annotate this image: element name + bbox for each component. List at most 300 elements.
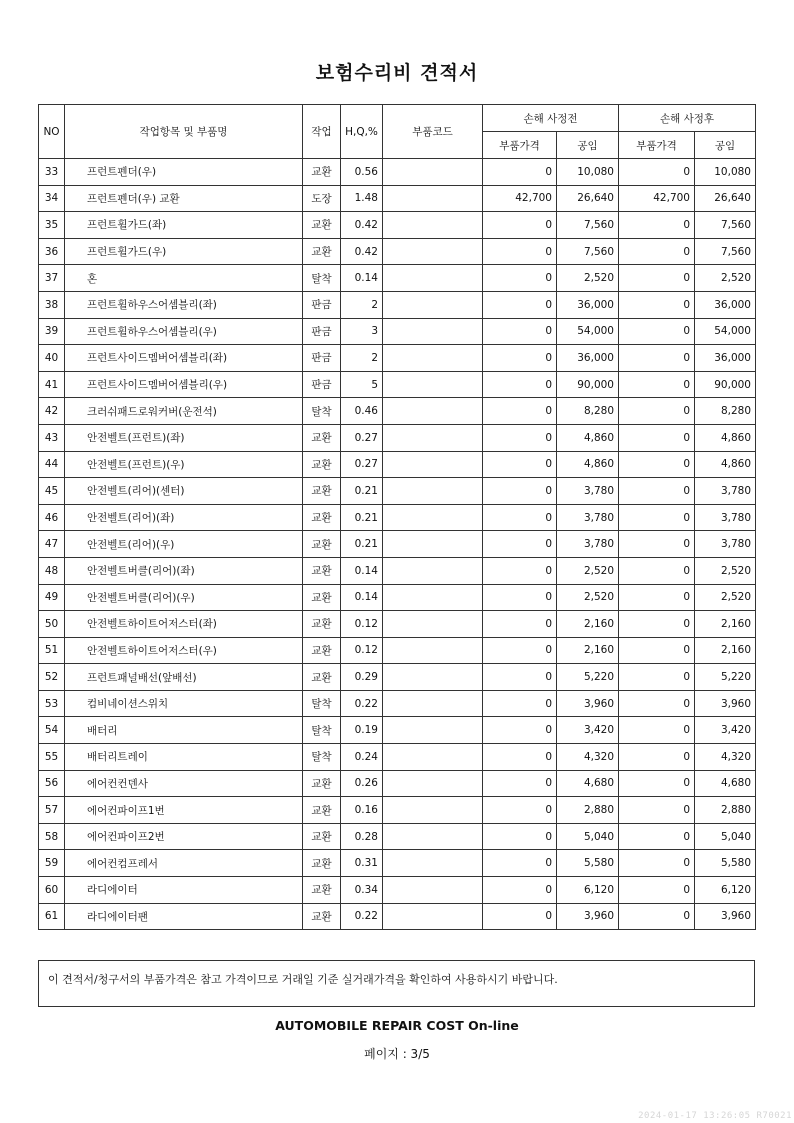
row-after-part-price: 0	[619, 637, 695, 664]
row-no: 41	[39, 371, 65, 398]
header-before-adjustment: 손해 사정전	[483, 105, 619, 132]
table-row	[39, 185, 756, 212]
row-after-labor: 2,520	[695, 584, 756, 611]
row-before-labor: 2,160	[557, 611, 619, 638]
row-before-labor: 5,040	[557, 823, 619, 850]
row-no: 44	[39, 451, 65, 478]
row-hq: 3	[341, 318, 383, 345]
row-part-code	[383, 424, 483, 451]
table-row	[39, 690, 756, 717]
row-hq: 0.56	[341, 159, 383, 186]
row-before-labor: 5,220	[557, 664, 619, 691]
table-row	[39, 504, 756, 531]
row-hq: 0.21	[341, 531, 383, 558]
row-work-type: 교환	[303, 531, 341, 558]
row-item-name: 안전벨트(리어)(센터)	[65, 478, 303, 505]
row-hq: 0.42	[341, 238, 383, 265]
row-before-labor: 26,640	[557, 185, 619, 212]
row-after-part-price: 0	[619, 159, 695, 186]
row-part-code	[383, 770, 483, 797]
row-hq: 0.26	[341, 770, 383, 797]
row-after-labor: 5,040	[695, 823, 756, 850]
row-before-part-price: 0	[483, 159, 557, 186]
row-after-labor: 8,280	[695, 398, 756, 425]
row-work-type: 판금	[303, 291, 341, 318]
row-after-labor: 3,780	[695, 504, 756, 531]
row-item-name: 프런트사이드멤버어셈블리(우)	[65, 371, 303, 398]
notice-text: 이 견적서/청구서의 부품가격은 참고 가격이므로 거래일 기준 실거래가격을 확인하여 사용하시기 바랍니다.	[48, 973, 558, 986]
table-row	[39, 797, 756, 824]
row-before-labor: 2,520	[557, 584, 619, 611]
row-before-labor: 36,000	[557, 291, 619, 318]
row-before-part-price: 0	[483, 823, 557, 850]
row-item-name: 배터리트레이	[65, 744, 303, 771]
row-before-part-price: 42,700	[483, 185, 557, 212]
row-before-part-price: 0	[483, 478, 557, 505]
row-before-part-price: 0	[483, 212, 557, 239]
row-part-code	[383, 504, 483, 531]
row-no: 50	[39, 611, 65, 638]
row-before-labor: 6,120	[557, 877, 619, 904]
row-item-name: 배터리	[65, 717, 303, 744]
row-item-name: 프런트휠가드(우)	[65, 238, 303, 265]
row-part-code	[383, 557, 483, 584]
row-after-part-price: 0	[619, 690, 695, 717]
row-part-code	[383, 451, 483, 478]
row-no: 51	[39, 637, 65, 664]
row-before-labor: 3,780	[557, 504, 619, 531]
row-after-part-price: 0	[619, 478, 695, 505]
table-row	[39, 398, 756, 425]
row-after-part-price: 0	[619, 345, 695, 372]
row-before-labor: 5,580	[557, 850, 619, 877]
row-work-type: 교환	[303, 212, 341, 239]
row-work-type: 교환	[303, 478, 341, 505]
row-before-part-price: 0	[483, 451, 557, 478]
row-hq: 0.27	[341, 424, 383, 451]
row-no: 48	[39, 557, 65, 584]
table-row	[39, 318, 756, 345]
table-row	[39, 531, 756, 558]
row-before-labor: 8,280	[557, 398, 619, 425]
header-part-code: 부품코드	[383, 105, 483, 159]
row-before-part-price: 0	[483, 238, 557, 265]
row-hq: 0.14	[341, 584, 383, 611]
row-hq: 0.19	[341, 717, 383, 744]
row-part-code	[383, 318, 483, 345]
row-hq: 0.22	[341, 690, 383, 717]
row-work-type: 교환	[303, 770, 341, 797]
row-after-labor: 4,680	[695, 770, 756, 797]
row-part-code	[383, 823, 483, 850]
row-after-labor: 2,160	[695, 611, 756, 638]
row-after-part-price: 0	[619, 265, 695, 292]
table-row	[39, 664, 756, 691]
row-after-part-price: 0	[619, 611, 695, 638]
row-hq: 0.14	[341, 557, 383, 584]
row-after-labor: 4,860	[695, 451, 756, 478]
row-item-name: 안전벨트(리어)(좌)	[65, 504, 303, 531]
row-before-labor: 3,780	[557, 531, 619, 558]
row-before-labor: 3,960	[557, 690, 619, 717]
row-work-type: 판금	[303, 318, 341, 345]
row-work-type: 탈착	[303, 398, 341, 425]
table-row	[39, 345, 756, 372]
header-after-part-price: 부품가격	[619, 132, 695, 159]
header-work: 작업	[303, 105, 341, 159]
row-part-code	[383, 265, 483, 292]
row-before-labor: 4,860	[557, 424, 619, 451]
row-no: 40	[39, 345, 65, 372]
table-row	[39, 451, 756, 478]
row-no: 59	[39, 850, 65, 877]
row-after-labor: 36,000	[695, 291, 756, 318]
row-before-part-price: 0	[483, 531, 557, 558]
row-after-part-price: 0	[619, 903, 695, 930]
row-work-type: 교환	[303, 557, 341, 584]
row-no: 56	[39, 770, 65, 797]
row-item-name: 에어컨파이프2번	[65, 823, 303, 850]
row-before-labor: 3,780	[557, 478, 619, 505]
table-body	[39, 159, 756, 930]
header-after-adjustment: 손해 사정후	[619, 105, 756, 132]
row-after-labor: 6,120	[695, 877, 756, 904]
row-item-name: 혼	[65, 265, 303, 292]
row-no: 39	[39, 318, 65, 345]
row-after-part-price: 0	[619, 744, 695, 771]
row-before-labor: 3,420	[557, 717, 619, 744]
row-item-name: 프런트사이드멤버어셈블리(좌)	[65, 345, 303, 372]
row-after-labor: 4,320	[695, 744, 756, 771]
row-after-part-price: 0	[619, 770, 695, 797]
row-after-labor: 3,960	[695, 903, 756, 930]
row-after-labor: 3,420	[695, 717, 756, 744]
row-before-labor: 4,860	[557, 451, 619, 478]
row-part-code	[383, 212, 483, 239]
row-after-labor: 3,780	[695, 478, 756, 505]
table-row	[39, 584, 756, 611]
row-work-type: 탈착	[303, 690, 341, 717]
row-part-code	[383, 371, 483, 398]
estimate-table	[38, 104, 756, 930]
row-no: 57	[39, 797, 65, 824]
row-hq: 0.42	[341, 212, 383, 239]
row-part-code	[383, 877, 483, 904]
row-after-labor: 5,580	[695, 850, 756, 877]
row-before-part-price: 0	[483, 797, 557, 824]
row-no: 42	[39, 398, 65, 425]
row-hq: 1.48	[341, 185, 383, 212]
row-item-name: 에어컨컴프레서	[65, 850, 303, 877]
table-row	[39, 850, 756, 877]
row-item-name: 프런트휠가드(좌)	[65, 212, 303, 239]
row-after-labor: 10,080	[695, 159, 756, 186]
row-before-labor: 4,320	[557, 744, 619, 771]
row-before-labor: 2,160	[557, 637, 619, 664]
row-after-labor: 7,560	[695, 238, 756, 265]
row-after-labor: 3,780	[695, 531, 756, 558]
table-row	[39, 637, 756, 664]
row-item-name: 안전벨트버클(리어)(좌)	[65, 557, 303, 584]
row-part-code	[383, 690, 483, 717]
row-item-name: 라디에이터	[65, 877, 303, 904]
header-hq: H,Q,%	[341, 105, 383, 159]
row-after-part-price: 0	[619, 823, 695, 850]
row-hq: 0.12	[341, 611, 383, 638]
row-item-name: 안전벨트하이트어저스터(우)	[65, 637, 303, 664]
row-part-code	[383, 238, 483, 265]
row-work-type: 탈착	[303, 717, 341, 744]
row-part-code	[383, 185, 483, 212]
row-hq: 0.12	[341, 637, 383, 664]
header-before-labor: 공임	[557, 132, 619, 159]
row-item-name: 프런트패널배선(앞배선)	[65, 664, 303, 691]
header-before-part-price: 부품가격	[483, 132, 557, 159]
row-before-part-price: 0	[483, 265, 557, 292]
row-after-part-price: 0	[619, 238, 695, 265]
row-no: 45	[39, 478, 65, 505]
row-hq: 2	[341, 345, 383, 372]
row-work-type: 교환	[303, 637, 341, 664]
row-hq: 0.24	[341, 744, 383, 771]
row-no: 55	[39, 744, 65, 771]
row-part-code	[383, 611, 483, 638]
row-part-code	[383, 478, 483, 505]
table-row	[39, 744, 756, 771]
table-row	[39, 159, 756, 186]
table-row	[39, 371, 756, 398]
row-before-part-price: 0	[483, 690, 557, 717]
row-item-name: 안전벨트(프런트)(우)	[65, 451, 303, 478]
row-before-labor: 2,520	[557, 265, 619, 292]
row-no: 36	[39, 238, 65, 265]
row-before-labor: 3,960	[557, 903, 619, 930]
row-before-labor: 4,680	[557, 770, 619, 797]
row-item-name: 에어컨파이프1번	[65, 797, 303, 824]
row-before-part-price: 0	[483, 717, 557, 744]
row-item-name: 라디에이터팬	[65, 903, 303, 930]
row-before-part-price: 0	[483, 424, 557, 451]
row-hq: 0.14	[341, 265, 383, 292]
row-hq: 5	[341, 371, 383, 398]
row-part-code	[383, 584, 483, 611]
row-after-part-price: 0	[619, 371, 695, 398]
row-after-labor: 54,000	[695, 318, 756, 345]
row-no: 60	[39, 877, 65, 904]
row-after-part-price: 0	[619, 717, 695, 744]
row-after-part-price: 0	[619, 504, 695, 531]
row-no: 38	[39, 291, 65, 318]
row-before-part-price: 0	[483, 903, 557, 930]
row-work-type: 교환	[303, 159, 341, 186]
row-before-labor: 10,080	[557, 159, 619, 186]
row-part-code	[383, 744, 483, 771]
table-row	[39, 424, 756, 451]
row-part-code	[383, 717, 483, 744]
row-after-part-price: 0	[619, 664, 695, 691]
row-no: 53	[39, 690, 65, 717]
row-no: 33	[39, 159, 65, 186]
row-work-type: 교환	[303, 451, 341, 478]
row-after-part-price: 0	[619, 291, 695, 318]
row-hq: 0.21	[341, 478, 383, 505]
header-item: 작업항목 및 부품명	[65, 105, 303, 159]
row-part-code	[383, 531, 483, 558]
row-no: 58	[39, 823, 65, 850]
row-before-part-price: 0	[483, 877, 557, 904]
row-work-type: 판금	[303, 371, 341, 398]
row-item-name: 안전벨트(리어)(우)	[65, 531, 303, 558]
row-no: 37	[39, 265, 65, 292]
row-hq: 0.34	[341, 877, 383, 904]
row-work-type: 도장	[303, 185, 341, 212]
row-work-type: 탈착	[303, 265, 341, 292]
row-work-type: 교환	[303, 611, 341, 638]
row-after-labor: 7,560	[695, 212, 756, 239]
row-after-part-price: 0	[619, 531, 695, 558]
row-after-labor: 2,880	[695, 797, 756, 824]
row-work-type: 교환	[303, 584, 341, 611]
row-work-type: 교환	[303, 850, 341, 877]
row-item-name: 안전벨트하이트어저스터(좌)	[65, 611, 303, 638]
row-no: 43	[39, 424, 65, 451]
row-before-part-price: 0	[483, 345, 557, 372]
row-before-part-price: 0	[483, 398, 557, 425]
row-after-labor: 90,000	[695, 371, 756, 398]
row-part-code	[383, 159, 483, 186]
row-after-part-price: 0	[619, 318, 695, 345]
row-item-name: 프런트휠하우스어셈블리(우)	[65, 318, 303, 345]
row-work-type: 교환	[303, 238, 341, 265]
row-after-part-price: 0	[619, 212, 695, 239]
row-work-type: 교환	[303, 877, 341, 904]
table-row	[39, 212, 756, 239]
row-work-type: 탈착	[303, 744, 341, 771]
row-before-part-price: 0	[483, 504, 557, 531]
row-item-name: 프런트펜더(우)	[65, 159, 303, 186]
row-before-part-price: 0	[483, 850, 557, 877]
row-before-part-price: 0	[483, 371, 557, 398]
row-after-part-price: 0	[619, 877, 695, 904]
table-row	[39, 611, 756, 638]
row-part-code	[383, 664, 483, 691]
page-number: 페이지 : 3/5	[364, 1047, 430, 1061]
table-row	[39, 238, 756, 265]
row-item-name: 안전벨트버클(리어)(우)	[65, 584, 303, 611]
table-row	[39, 770, 756, 797]
row-after-labor: 4,860	[695, 424, 756, 451]
row-after-part-price: 0	[619, 398, 695, 425]
footer-brand: AUTOMOBILE REPAIR COST On-line	[275, 1018, 519, 1033]
row-before-part-price: 0	[483, 770, 557, 797]
row-item-name: 크러쉬패드로워커버(운전석)	[65, 398, 303, 425]
row-part-code	[383, 345, 483, 372]
notice-box	[38, 960, 755, 1007]
row-hq: 0.16	[341, 797, 383, 824]
row-before-labor: 2,520	[557, 557, 619, 584]
row-item-name: 프런트휠하우스어셈블리(좌)	[65, 291, 303, 318]
row-no: 47	[39, 531, 65, 558]
row-hq: 0.27	[341, 451, 383, 478]
row-part-code	[383, 637, 483, 664]
row-item-name: 안전벨트(프런트)(좌)	[65, 424, 303, 451]
table-row	[39, 823, 756, 850]
row-item-name: 에어컨컨덴사	[65, 770, 303, 797]
row-after-part-price: 0	[619, 451, 695, 478]
row-hq: 0.22	[341, 903, 383, 930]
row-before-part-price: 0	[483, 584, 557, 611]
row-no: 35	[39, 212, 65, 239]
row-part-code	[383, 903, 483, 930]
row-hq: 0.28	[341, 823, 383, 850]
row-hq: 0.21	[341, 504, 383, 531]
row-after-labor: 2,520	[695, 265, 756, 292]
row-no: 34	[39, 185, 65, 212]
table-row	[39, 903, 756, 930]
row-part-code	[383, 291, 483, 318]
row-before-labor: 36,000	[557, 345, 619, 372]
row-before-part-price: 0	[483, 557, 557, 584]
header-after-labor: 공임	[695, 132, 756, 159]
row-before-labor: 2,880	[557, 797, 619, 824]
row-after-part-price: 0	[619, 850, 695, 877]
document-title: 보험수리비 견적서	[315, 62, 479, 84]
row-no: 61	[39, 903, 65, 930]
row-before-part-price: 0	[483, 318, 557, 345]
row-before-part-price: 0	[483, 611, 557, 638]
row-before-part-price: 0	[483, 291, 557, 318]
table-row	[39, 291, 756, 318]
row-hq: 0.31	[341, 850, 383, 877]
row-after-part-price: 0	[619, 584, 695, 611]
row-after-part-price: 0	[619, 797, 695, 824]
table-row	[39, 478, 756, 505]
row-after-part-price: 42,700	[619, 185, 695, 212]
row-item-name: 컴비네이션스위치	[65, 690, 303, 717]
table-row	[39, 877, 756, 904]
row-after-part-price: 0	[619, 424, 695, 451]
row-hq: 2	[341, 291, 383, 318]
row-before-part-price: 0	[483, 637, 557, 664]
row-item-name: 프런트펜더(우) 교환	[65, 185, 303, 212]
row-work-type: 교환	[303, 823, 341, 850]
row-hq: 0.29	[341, 664, 383, 691]
row-work-type: 교환	[303, 903, 341, 930]
row-part-code	[383, 398, 483, 425]
row-before-labor: 90,000	[557, 371, 619, 398]
row-before-labor: 54,000	[557, 318, 619, 345]
table-row	[39, 265, 756, 292]
timestamp-stamp: 2024-01-17 13:26:05 R70021	[638, 1111, 792, 1121]
row-after-labor: 3,960	[695, 690, 756, 717]
row-no: 54	[39, 717, 65, 744]
row-work-type: 교환	[303, 504, 341, 531]
row-after-labor: 2,520	[695, 557, 756, 584]
row-part-code	[383, 797, 483, 824]
table-header	[39, 105, 756, 159]
row-after-labor: 5,220	[695, 664, 756, 691]
row-no: 52	[39, 664, 65, 691]
row-part-code	[383, 850, 483, 877]
header-no: NO	[39, 105, 65, 159]
row-after-labor: 36,000	[695, 345, 756, 372]
row-after-part-price: 0	[619, 557, 695, 584]
row-hq: 0.46	[341, 398, 383, 425]
row-work-type: 교환	[303, 797, 341, 824]
row-work-type: 판금	[303, 345, 341, 372]
table-row	[39, 557, 756, 584]
row-no: 46	[39, 504, 65, 531]
